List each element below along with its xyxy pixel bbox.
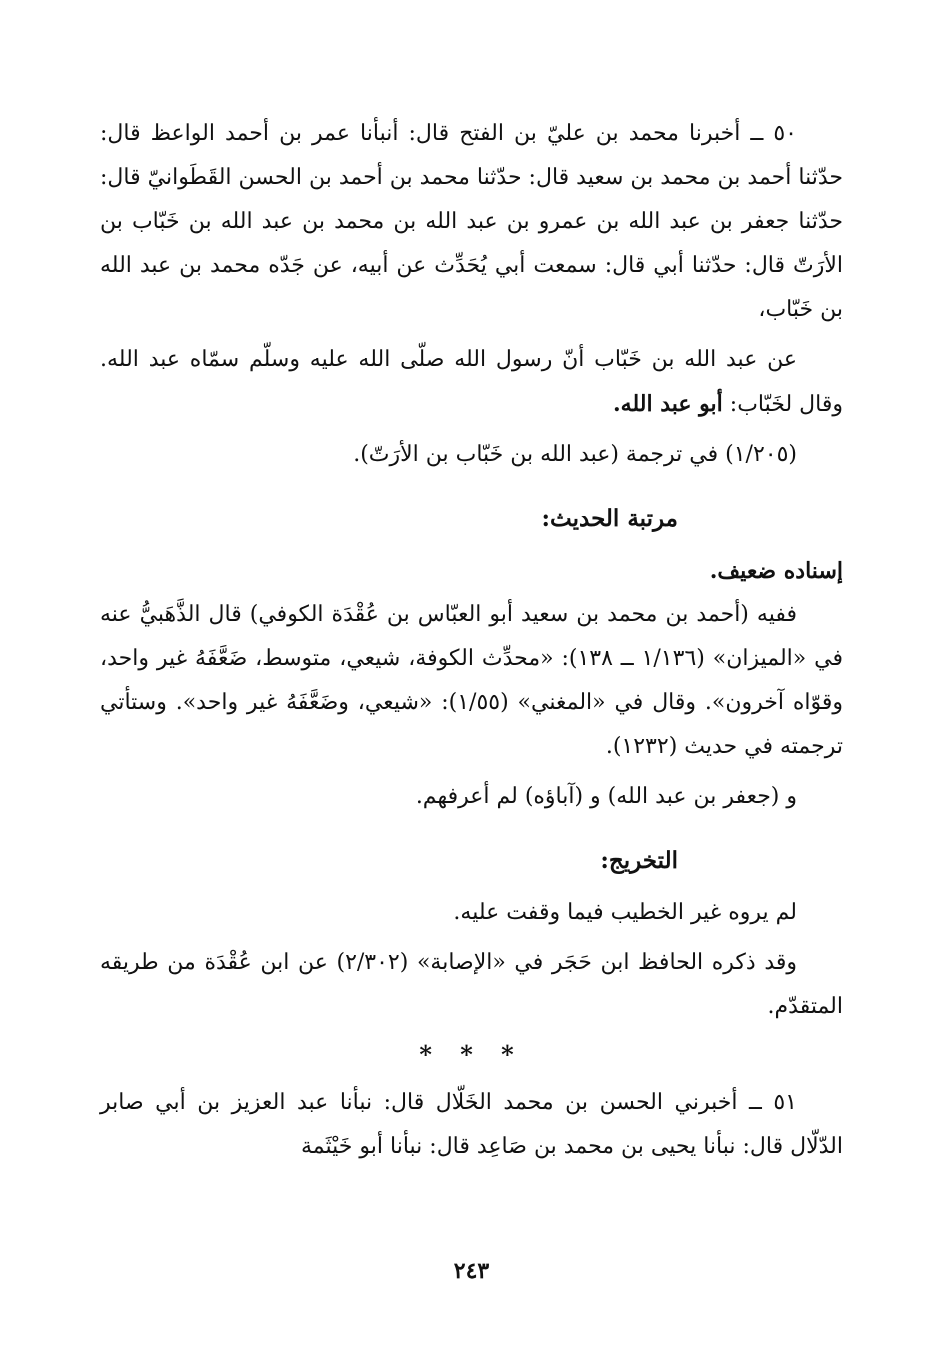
hadith-50-text: ٥٠ ــ أخبرنا محمد بن عليّ بن الفتح قال: أنبأنا عمر بن أحمد الواعظ قال: حدّثنا أحمد بن محمد بن سعيد قال: حدّثنا محمد بن أحمد بن الحسن القَطَوانيّ قال: حدّثنا جعفر بن عبد الله بن عمرو بن عبد الله بن محمد بن عبد الله بن خَبّاب بن الأرَتّ قال: حدّثنا أبي قال: سمعت أبي يُحَدِّث عن أبيه، عن جَدّه محمد بن عبد الله بن خَبّاب، (100, 121, 843, 322)
hadith-51-text: ٥١ ــ أخبرني الحسن بن محمد الخَلّال قال: نبأنا عبد العزيز بن أبي صابر الدّلّال قال: نبأنا يحيى بن محمد بن صَاعِد قال: نبأنا أبو خَيْثَمة (100, 1090, 843, 1159)
grading-heading: مرتبة الحديث: (541, 505, 678, 532)
hadith-50-matn (100, 338, 843, 427)
grading-verdict: إسناده ضعيف. (709, 558, 843, 584)
grading-detail: ففيه (أحمد بن محمد بن سعيد أبو العبّاس بن عُقْدَة الكوفي) قال الذَّهَبيُّ عنه في «الميزان» (١/١٣٦ ــ ١٣٨): «محدِّث الكوفة، شيعي، متوسط، ضَعَّفَهُ غير واحد، وقوّاه آخرون». وقال في «المغني» (١/٥٥): «شيعي، وضَعَّفَهُ غير واحد». وستأتي ترجمته في حديث (١٢٣٢). (100, 602, 843, 759)
section-separator: * * * (419, 1040, 524, 1069)
page-number: ٢٤٣ (453, 1258, 490, 1284)
takhrij-heading: التخريج: (600, 847, 678, 874)
hadith-50-kunya: أبو عبد الله. (613, 391, 723, 417)
takhrij-line-2: وقد ذكره الحافظ ابن حَجَر في «الإصابة» (٢/٣٠٢) عن ابن عُقْدَة من طريقه المتقدّم. (100, 950, 843, 1019)
hadith-50-matn-text: عن عبد الله بن خَبّاب أنّ رسول الله صلّى الله عليه وسلّم سمّاه عبد الله. وقال لخَبّاب: (100, 347, 843, 417)
takhrij-line-1: لم يروه غير الخطيب فيما وقفت عليه. (453, 900, 797, 925)
grading-unknown-narrators: و (جعفر بن عبد الله) و (آباؤه) لم أعرفهم. (415, 784, 797, 809)
hadith-50-reference: (١/٢٠٥) في ترجمة (عبد الله بن خَبّاب بن الأرَتّ). (353, 442, 797, 467)
